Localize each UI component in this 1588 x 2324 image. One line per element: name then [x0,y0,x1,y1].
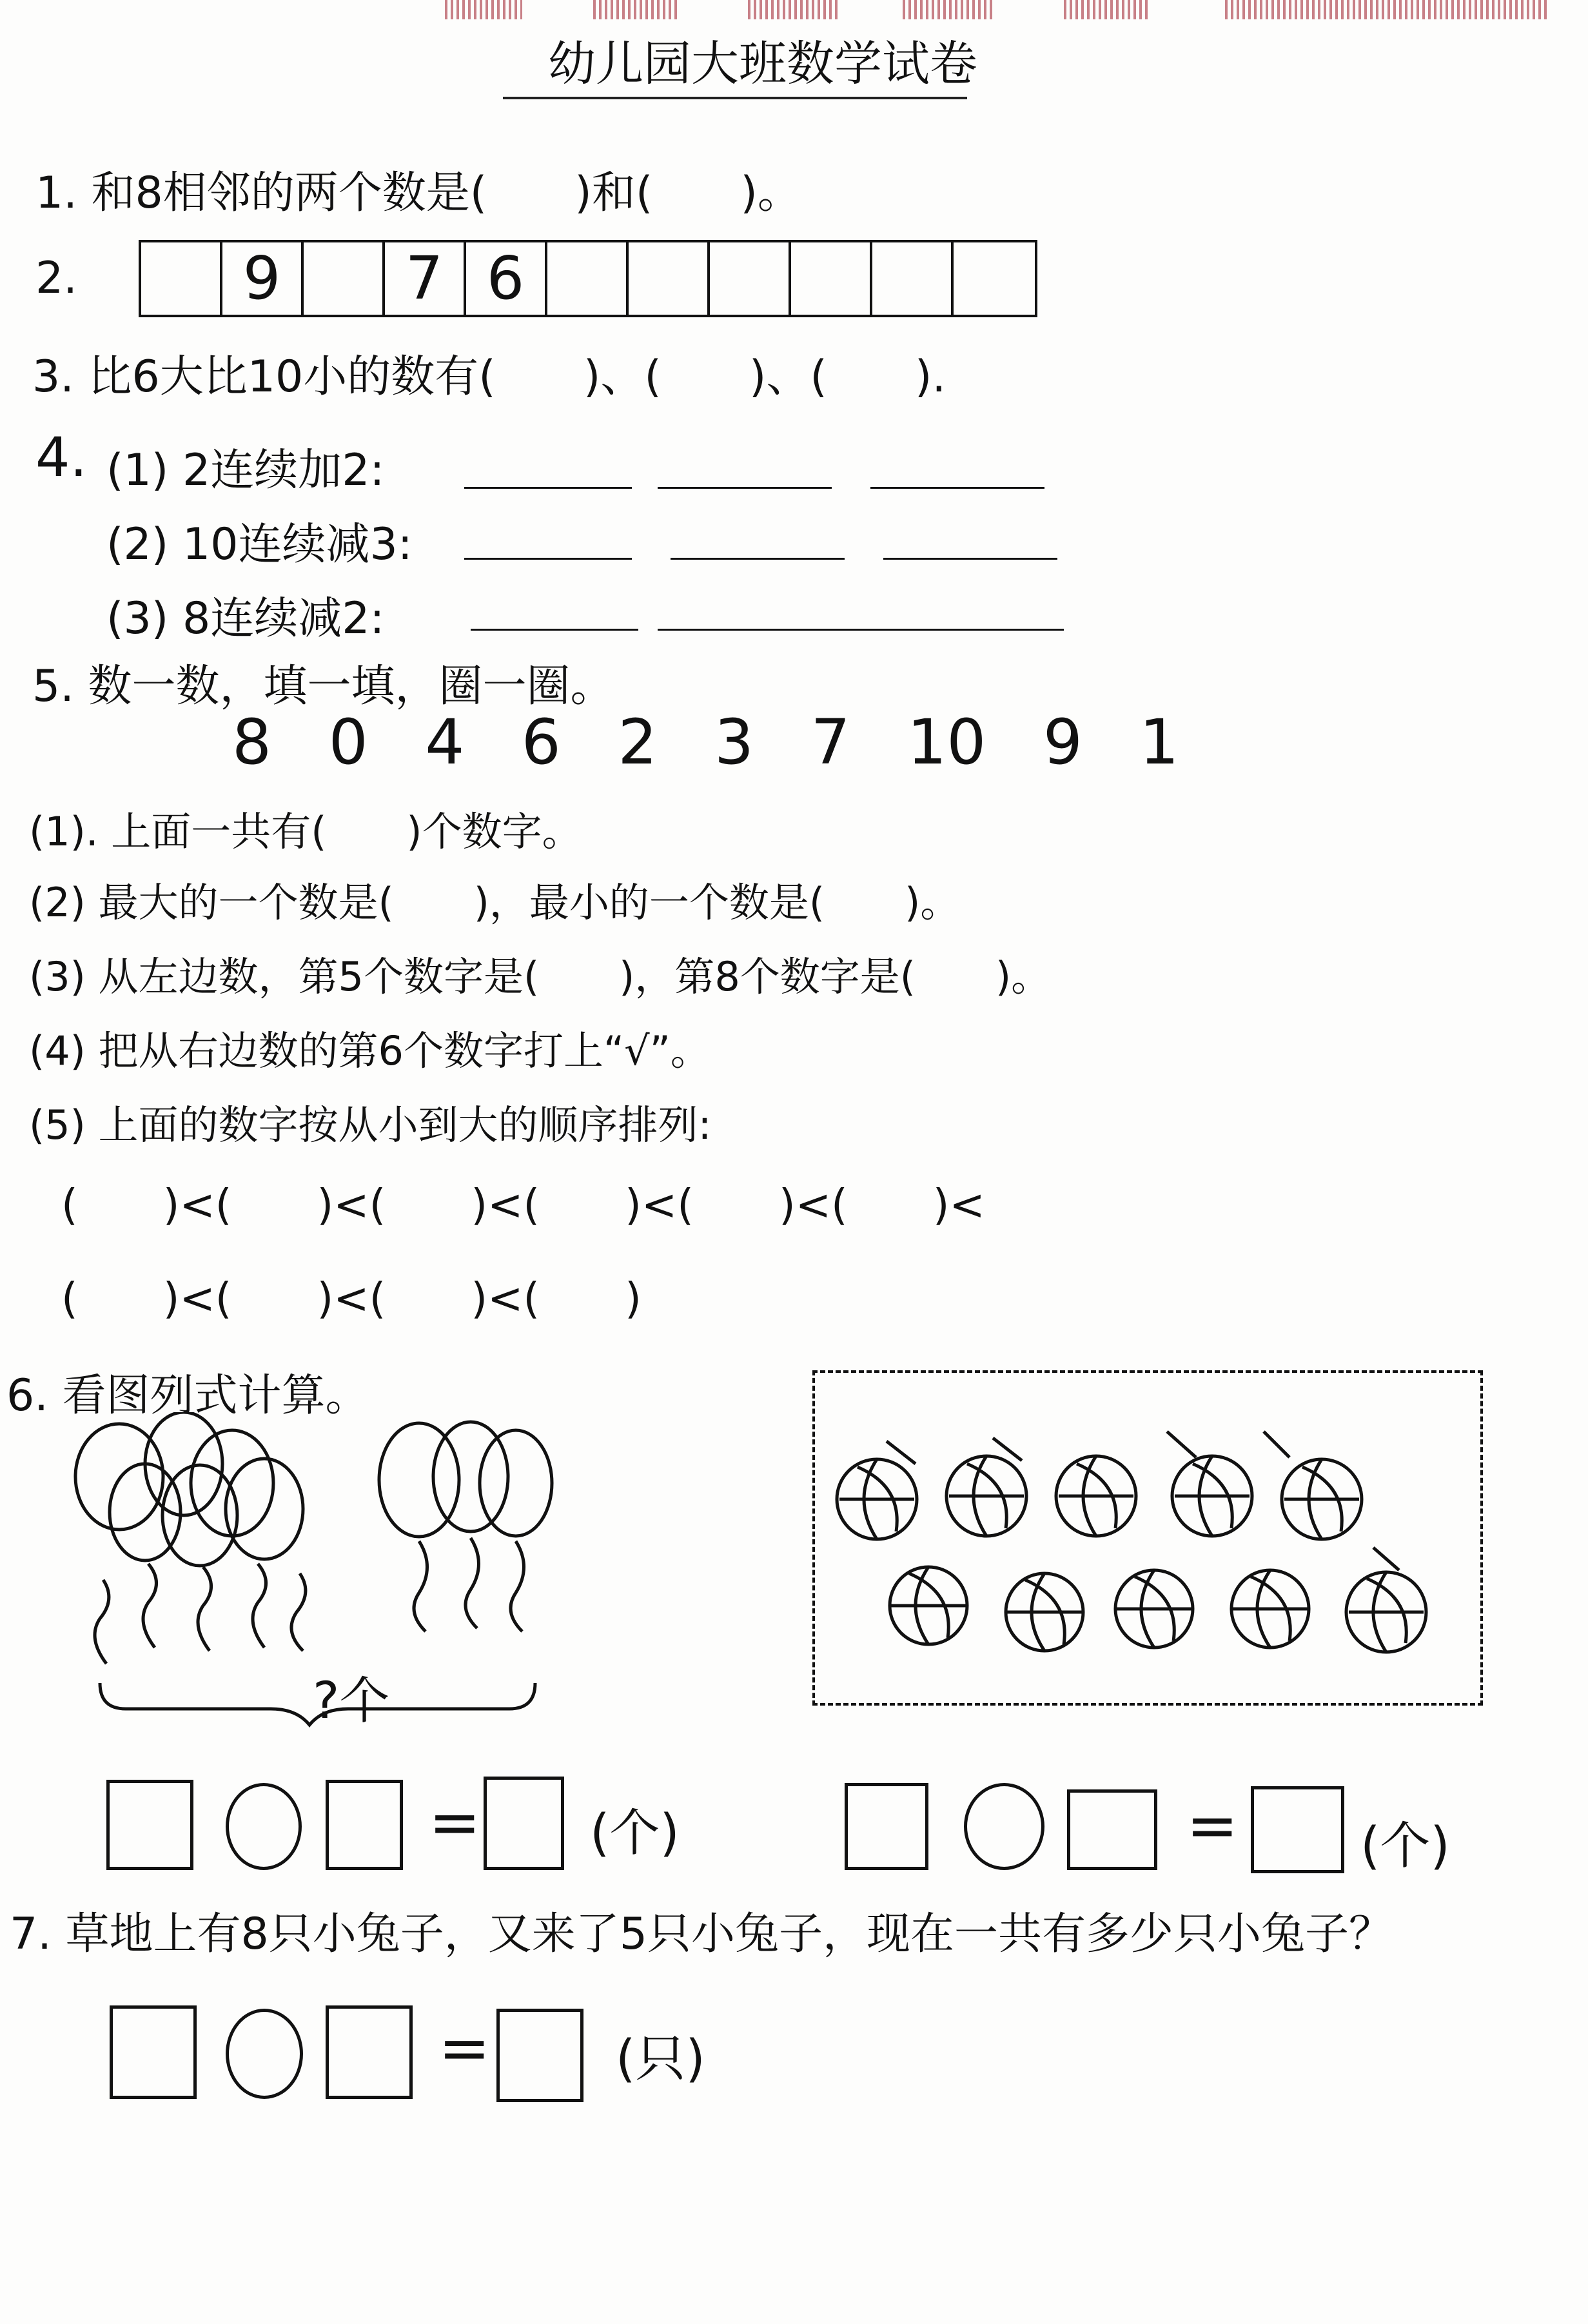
scan-edge-decoration [1225,0,1547,19]
basketball-icon [890,1567,967,1644]
scan-edge-decoration [748,0,838,19]
balloons-illustration [58,1412,561,1748]
question-5-sub-1: (1). 上面一共有( )个数字。 [29,808,582,855]
sequence-number: 7 [810,706,850,778]
question-5-sub-4: (4) 把从右边数的第6个数字打上“√”。 [29,1027,711,1074]
answer-box[interactable] [110,2005,197,2099]
scan-edge-decoration [445,0,522,19]
answer-blank[interactable] [671,558,845,560]
question-2-label: 2. [35,253,77,304]
equals-sign: = [438,2012,491,2084]
answer-blank[interactable] [464,558,632,560]
basketball-icon [1231,1570,1309,1648]
grid-cell[interactable]: 6 [466,242,547,315]
answer-blank[interactable] [464,487,632,489]
answer-box[interactable] [326,1780,403,1870]
question-4-label: 4. [35,426,88,489]
grid-cell[interactable]: 7 [385,242,466,315]
question-4-item-1: (1) 2连续加2: [106,445,385,496]
sequence-number: 8 [232,706,272,778]
grid-cell[interactable] [629,242,710,315]
unit-label: (只) [616,2030,705,2088]
page-title: 幼儿园大班数学试卷 [548,36,977,92]
sequence-number: 3 [714,706,754,778]
title-underline [503,97,967,99]
scan-edge-decoration [1064,0,1148,19]
unit-label: (个) [1360,1817,1450,1875]
sequence-number: 0 [328,706,368,778]
question-3: 3. 比6大比10小的数有( )、( )、( ). [32,351,946,402]
basketball-icon [1006,1573,1083,1651]
grid-cell[interactable] [710,242,791,315]
brace-label: ?个 [313,1672,390,1730]
answer-box[interactable] [1067,1789,1157,1870]
unit-label: (个) [590,1804,680,1862]
scan-edge-decoration [903,0,993,19]
balloon-icon [145,1412,222,1515]
grid-cell[interactable] [547,242,629,315]
sequence-number: 6 [521,706,561,778]
sequence-number: 1 [1139,706,1179,778]
answer-box[interactable] [496,2009,583,2102]
answer-box[interactable] [106,1780,193,1870]
question-4-item-3: (3) 8连续减2: [106,593,385,644]
equals-sign: = [429,1786,481,1858]
answer-blank[interactable] [870,487,1044,489]
order-line-2: ( )<( )<( )<( ) [61,1274,642,1323]
question-6-heading: 6. 看图列式计算。 [6,1370,369,1421]
grid-cell[interactable] [954,242,1035,315]
answer-box[interactable] [845,1783,928,1870]
operator-circle[interactable] [226,1783,302,1870]
basketball-icon [837,1459,917,1539]
balloon-icon [480,1430,552,1536]
sequence-number: 10 [907,706,986,778]
operator-circle[interactable] [964,1783,1044,1870]
number-sequence [232,706,1217,778]
answer-box[interactable] [1251,1786,1344,1873]
question-1: 1. 和8相邻的两个数是( )和( )。 [35,168,801,219]
question-5-sub-2: (2) 最大的一个数是( )，最小的一个数是( )。 [29,879,961,926]
answer-box[interactable] [326,2005,413,2099]
grid-cell[interactable] [872,242,954,315]
grid-cell[interactable] [304,242,385,315]
answer-blank[interactable] [471,629,638,631]
grid-cell[interactable]: 9 [222,242,304,315]
sequence-number: 9 [1043,706,1083,778]
order-line-1: ( )<( )<( )<( )<( )<( )< [61,1180,985,1230]
grid-cell[interactable] [791,242,872,315]
basketballs-illustration [825,1386,1470,1689]
question-5-sub-5: (5) 上面的数字按从小到大的顺序排列: [29,1101,712,1148]
basketball-icon [1115,1570,1193,1648]
answer-blank[interactable] [658,629,1064,631]
basketball-icon [1056,1456,1136,1536]
basketball-icon [1172,1456,1252,1536]
scan-edge-decoration [593,0,677,19]
answer-box[interactable] [484,1777,564,1870]
basketball-icon [1346,1572,1426,1652]
answer-blank[interactable] [883,558,1057,560]
question-7: 7. 草地上有8只小兔子，又来了5只小兔子，现在一共有多少只小兔子？ [10,1909,1393,1960]
equals-sign: = [1186,1789,1239,1862]
question-5-heading: 5. 数一数，填一填，圈一圈。 [32,661,614,712]
basketball-icon [946,1456,1026,1536]
basketball-icon [1282,1459,1362,1539]
sequence-number: 4 [425,706,465,778]
grid-cell[interactable] [141,242,222,315]
question-4-item-2: (2) 10连续减3: [106,519,413,570]
operator-circle[interactable] [226,2009,303,2099]
answer-blank[interactable] [658,487,832,489]
number-grid [139,240,1037,317]
sequence-number: 2 [618,706,658,778]
question-5-sub-3: (3) 从左边数，第5个数字是( )，第8个数字是( )。 [29,953,1052,1000]
